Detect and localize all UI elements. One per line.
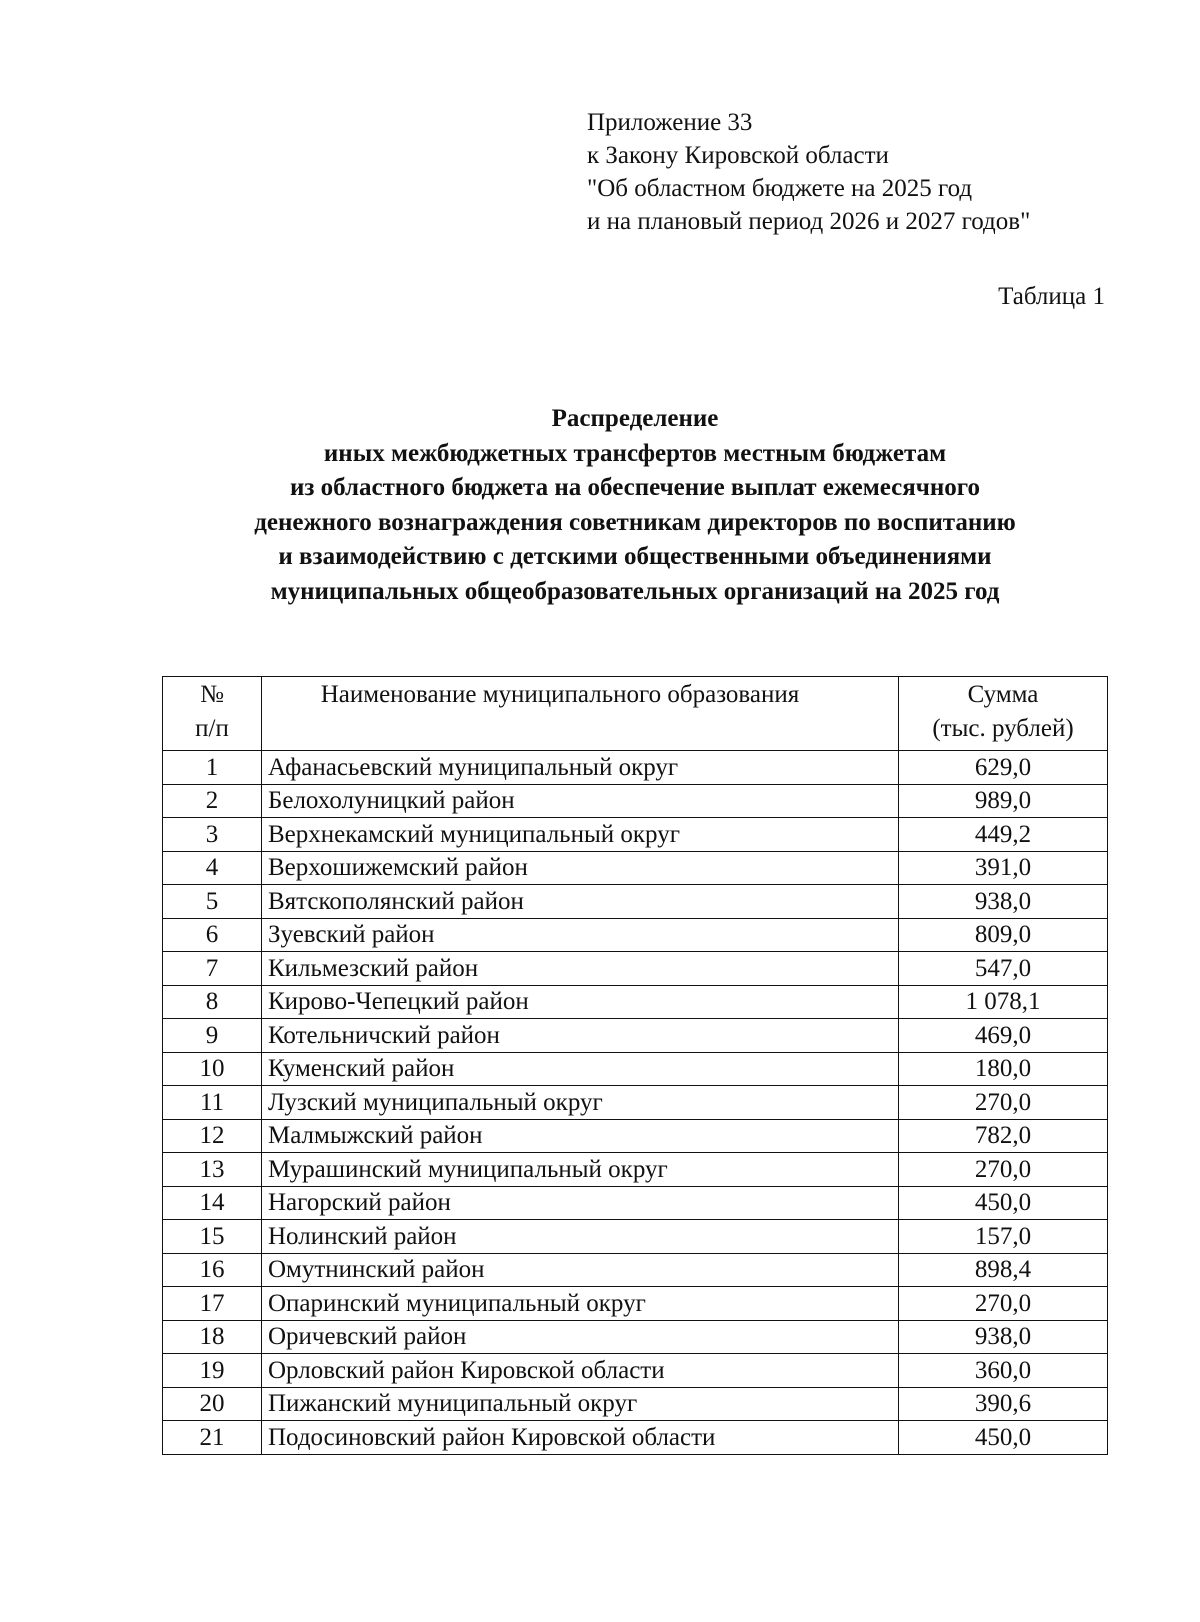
row-name: Пижанский муниципальный округ [262,1387,899,1421]
row-sum: 270,0 [899,1287,1108,1321]
table-row [163,1220,1108,1254]
appendix-line-3: "Об областном бюджете на 2025 год [587,175,973,202]
appendix-line-1: Приложение 33 [587,109,753,136]
row-name: Опаринский муниципальный округ [262,1287,899,1321]
row-number: 15 [163,1220,262,1254]
row-sum: 809,0 [899,918,1108,952]
table-row [163,1019,1108,1053]
row-number: 7 [163,952,262,986]
row-number: 6 [163,918,262,952]
document-title [140,402,1130,609]
row-name: Лузский муниципальный округ [262,1086,899,1120]
row-name: Зуевский район [262,918,899,952]
row-number: 4 [163,851,262,885]
row-number: 18 [163,1320,262,1354]
row-sum: 938,0 [899,885,1108,919]
table-row [163,885,1108,919]
row-name: Нолинский район [262,1220,899,1254]
table-row [163,751,1108,785]
appendix-header [587,106,1030,238]
row-sum: 450,0 [899,1186,1108,1220]
row-name: Вятскополянский район [262,885,899,919]
row-name: Верхошижемский район [262,851,899,885]
row-name: Котельничский район [262,1019,899,1053]
table-row [163,1387,1108,1421]
table-row [163,818,1108,852]
table-row [163,985,1108,1019]
header-number [163,677,262,751]
row-name: Малмыжский район [262,1119,899,1153]
row-number: 1 [163,751,262,785]
table-row [163,1354,1108,1388]
row-sum: 469,0 [899,1019,1108,1053]
table-row [163,1320,1108,1354]
table-row [163,952,1108,986]
title-line-4: денежного вознаграждения советникам директоров по воспитанию [254,508,1016,536]
row-sum: 898,4 [899,1253,1108,1287]
title-line-1: Распределение [551,405,719,432]
title-line-6: муниципальных общеобразовательных организаций на 2025 год [270,577,1000,605]
table-row [163,1287,1108,1321]
row-name: Нагорский район [262,1186,899,1220]
row-number: 2 [163,784,262,818]
table-row [163,851,1108,885]
header-number-line-1: № [200,681,224,708]
row-name: Куменский район [262,1052,899,1086]
row-number: 17 [163,1287,262,1321]
title-line-5: и взаимодействию с детскими общественными объединениями [278,543,992,570]
header-sum [899,677,1108,751]
row-sum: 449,2 [899,818,1108,852]
row-name: Верхнекамский муниципальный округ [262,818,899,852]
distribution-table [162,676,1108,1455]
row-number: 19 [163,1354,262,1388]
row-name: Омутнинский район [262,1253,899,1287]
row-number: 3 [163,818,262,852]
table-row [163,1421,1108,1455]
row-number: 16 [163,1253,262,1287]
row-name: Орловский район Кировской области [262,1354,899,1388]
row-name: Белохолуницкий район [262,784,899,818]
row-sum: 1 078,1 [899,985,1108,1019]
row-sum: 989,0 [899,784,1108,818]
table-row [163,918,1108,952]
row-sum: 360,0 [899,1354,1108,1388]
header-name: Наименование муниципального образования [262,677,899,751]
table-row [163,1119,1108,1153]
row-sum: 629,0 [899,751,1108,785]
table-row [163,784,1108,818]
row-sum: 782,0 [899,1119,1108,1153]
row-number: 8 [163,985,262,1019]
row-sum: 391,0 [899,851,1108,885]
row-number: 21 [163,1421,262,1455]
row-sum: 270,0 [899,1086,1108,1120]
appendix-line-2: к Закону Кировской области [587,142,889,169]
table-header-row [163,677,1108,751]
row-number: 13 [163,1153,262,1187]
table-row [163,1253,1108,1287]
header-number-line-2: п/п [195,715,229,742]
table-row [163,1052,1108,1086]
row-sum: 180,0 [899,1052,1108,1086]
row-name: Оричевский район [262,1320,899,1354]
header-sum-line-2: (тыс. рублей) [932,715,1074,742]
table-row [163,1086,1108,1120]
row-name: Кирово-Чепецкий район [262,985,899,1019]
title-line-2: иных межбюджетных трансфертов местным бюджетам [323,439,947,467]
row-name: Афанасьевский муниципальный округ [262,751,899,785]
table-body [163,751,1108,1455]
row-sum: 157,0 [899,1220,1108,1254]
row-number: 10 [163,1052,262,1086]
row-sum: 390,6 [899,1387,1108,1421]
row-sum: 270,0 [899,1153,1108,1187]
header-sum-line-1: Сумма [967,681,1039,708]
row-number: 20 [163,1387,262,1421]
row-sum: 938,0 [899,1320,1108,1354]
table-row [163,1153,1108,1187]
table-row [163,1186,1108,1220]
row-name: Подосиновский район Кировской области [262,1421,899,1455]
row-number: 11 [163,1086,262,1120]
row-name: Кильмезский район [262,952,899,986]
appendix-line-4: и на плановый период 2026 и 2027 годов" [587,208,1031,235]
row-sum: 450,0 [899,1421,1108,1455]
row-number: 14 [163,1186,262,1220]
title-line-3: из областного бюджета на обеспечение выплат ежемесячного [289,474,981,501]
row-number: 12 [163,1119,262,1153]
row-sum: 547,0 [899,952,1108,986]
row-name: Мурашинский муниципальный округ [262,1153,899,1187]
row-number: 9 [163,1019,262,1053]
row-number: 5 [163,885,262,919]
table-label: Таблица 1 [998,283,1105,310]
